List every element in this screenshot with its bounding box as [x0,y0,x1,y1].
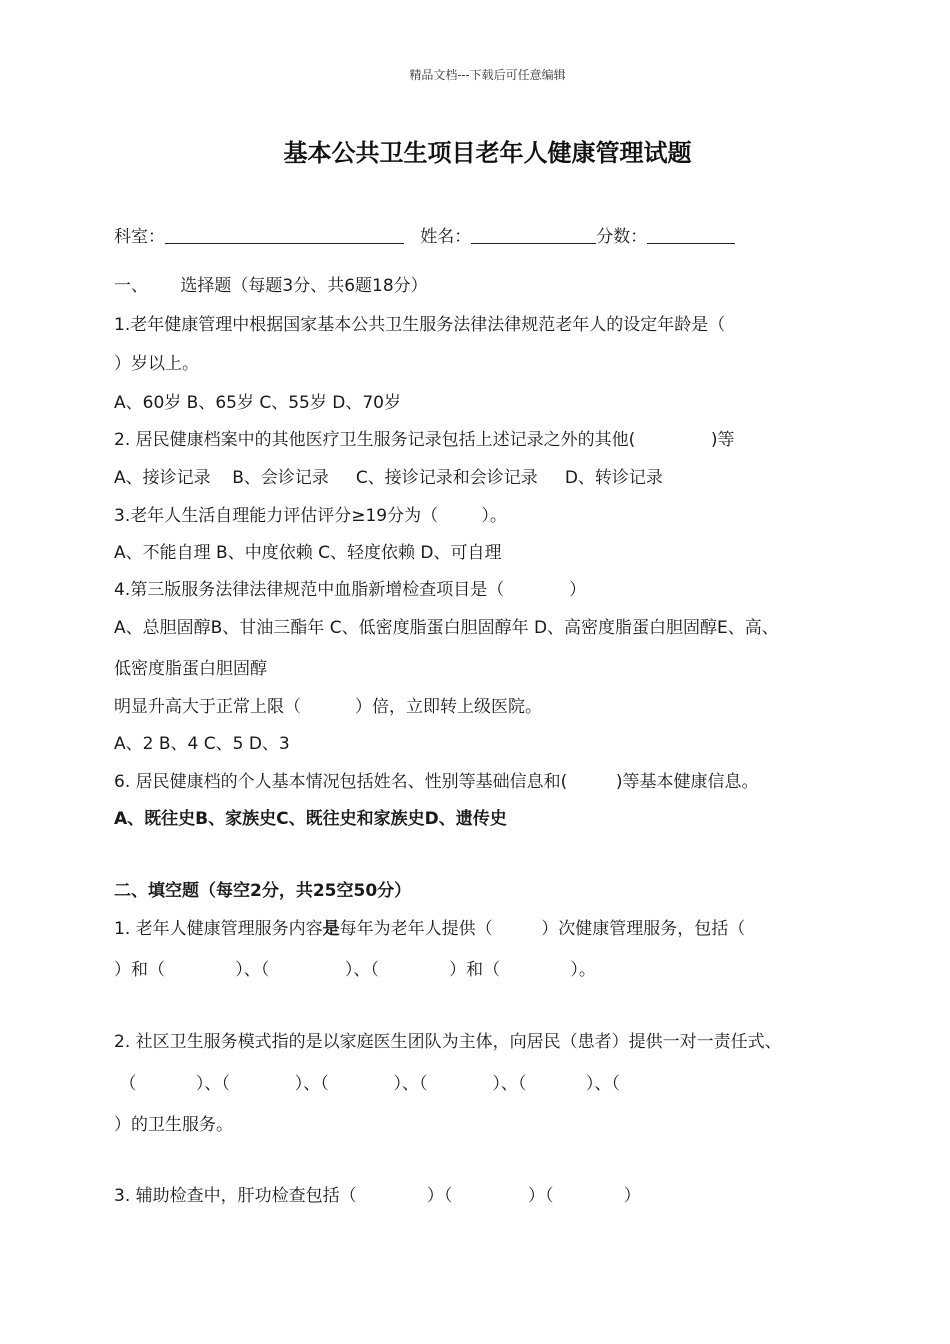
fill-1-prefix: 1. 老年人健康管理服务内容 [114,919,323,939]
question-1-options: A、60岁 B、65岁 C、55岁 D、70岁 [114,393,401,413]
section1-heading: 一、 选择题（每题3分、共6题18分） [114,276,428,296]
question-1: 1.老年健康管理中根据国家基本公共卫生服务法律法律规范老年人的设定年龄是（ [114,315,726,335]
question-4-options: A、总胆固醇B、甘油三酯年 C、低密度脂蛋白胆固醇年 D、高密度脂蛋白胆固醇E、高、 [114,618,779,638]
question-3: 3.老年人生活自理能力评估评分≥19分为（ ）。 [114,506,507,526]
question-2: 2. 居民健康档案中的其他医疗卫生服务记录包括上述记录之外的其他( )等 [114,430,735,450]
dept-label: 科室： [114,227,165,247]
fill-1-suffix: 每年为老年人提供（ ）次健康管理服务，包括（ [339,919,746,939]
question-5: 明显升高大于正常上限（ ）倍，立即转上级医院。 [114,697,543,717]
question-1-cont: ）岁以上。 [114,354,199,374]
fill-2-cont: （ ）、（ ）、（ ）、（ ）、（ ）、（ [114,1074,620,1094]
page-header: 精品文档---下载后可任意编辑 [409,68,566,82]
question-6: 6. 居民健康档的个人基本情况包括姓名、性别等基础信息和( )等基本健康信息。 [114,772,759,792]
name-label: 姓名： [420,227,472,247]
question-4: 4.第三版服务法律法律规范中血脂新增检查项目是（ ） [114,580,587,600]
name-field[interactable] [471,227,596,244]
score-label: 分数： [596,227,648,247]
score-field[interactable] [647,227,735,244]
fill-2: 2. 社区卫生服务模式指的是以家庭医生团队为主体，向居民（患者）提供一对一责任式、 [114,1032,782,1052]
fill-1 [114,918,745,940]
question-6-options: A、既往史B、家族史C、既往史和家族史D、遗传史 [114,809,507,829]
fill-3: 3. 辅助检查中，肝功检查包括（ ）（ ）（ ） [114,1186,641,1206]
page-title: 基本公共卫生项目老年人健康管理试题 [283,138,692,167]
question-2-options: A、接诊记录 B、会诊记录 C、接诊记录和会诊记录 D、转诊记录 [114,468,663,488]
fill-1-cont: ）和（ ）、（ ）、（ ）和（ ）。 [114,960,596,980]
fill-2-end: ）的卫生服务。 [114,1115,233,1135]
question-3-options: A、不能自理 B、中度依赖 C、轻度依赖 D、可自理 [114,543,502,563]
fill-1-bold: 是 [322,919,340,939]
section2-heading: 二、填空题（每空2分，共25空50分） [114,881,412,901]
dept-field[interactable] [165,227,404,244]
question-5-options: A、2 B、4 C、5 D、3 [114,734,290,754]
question-4-options-cont: 低密度脂蛋白胆固醇 [114,659,267,679]
info-line [114,226,735,248]
